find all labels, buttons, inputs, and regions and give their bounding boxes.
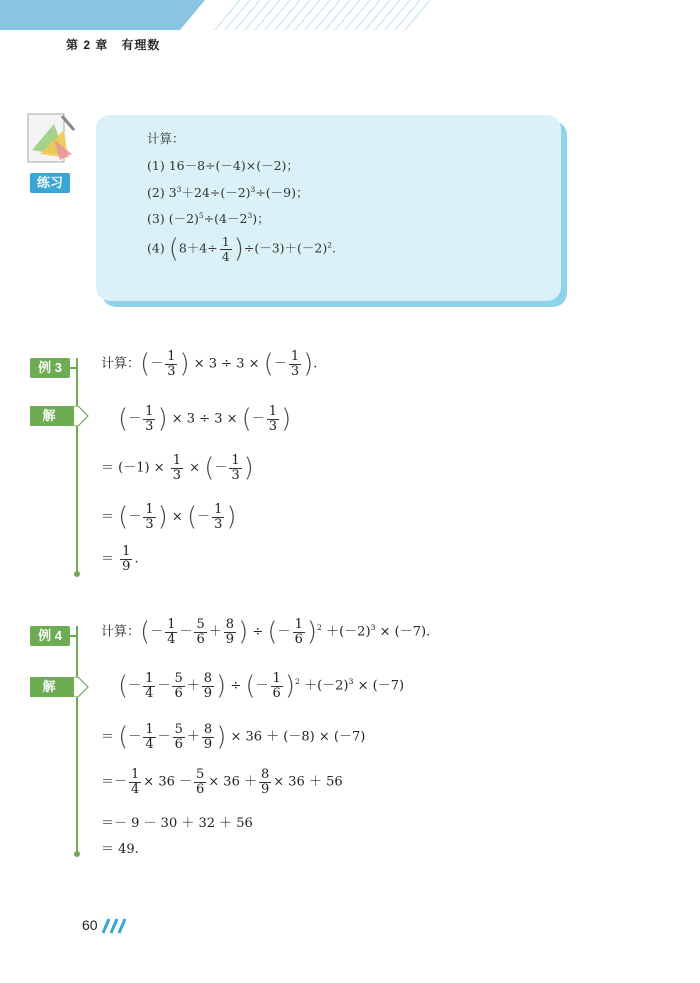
prompt-label: 计算：	[101, 624, 141, 640]
arrow-marker-icon	[68, 406, 90, 426]
example-4-line-5: ＝ 49.	[101, 842, 139, 857]
item-number: (4)	[147, 240, 165, 256]
item-number: (2)	[147, 185, 165, 200]
example-3-solution-label: 解	[30, 406, 68, 426]
chapter-title: 第 2 章 有理数	[66, 38, 161, 52]
example-4-line-2: ＝ (－ $\frac{1}{4}$ － $\frac{5}{6}$ ＋ $\frac{8}{9}$ ) × 36 ＋ (－8) × (－7)	[101, 721, 366, 752]
exponent: 3	[250, 184, 256, 194]
arrow-marker-icon	[68, 677, 90, 697]
notebook-pencil-icon	[24, 110, 76, 172]
practice-item-2	[147, 183, 309, 201]
example-3-line-2: ＝ (－1) × $\frac{1}{3}$ × (－ $\frac{1}{3}$ )	[101, 452, 254, 483]
example-4-label: 例 4	[30, 626, 70, 646]
page-slashes-icon	[101, 918, 127, 934]
fraction: $\frac{1}{4}$	[221, 234, 230, 264]
practice-intro: 计算：	[147, 131, 185, 146]
practice-item-4: (4) (8＋4÷ $\frac{1}{4}$ )$\div(-3)+(-2)^2$.	[147, 234, 337, 264]
example-3-prompt: 计算：(－ $\frac{1}{3}$ ) × 3 ÷ 3 × (－ $\frac{1}{3}$ ).	[101, 348, 318, 379]
expr-part: ÷(－3)＋(－2)	[243, 240, 328, 256]
practice-item-3	[147, 209, 270, 227]
example-4-line-1: (－ $\frac{1}{4}$ － $\frac{5}{6}$ ＋ $\frac{8}{9}$ ) ÷ (－ $\frac{1}{6}$ )$^2 +(-2)^3 \times (-7)$	[118, 670, 405, 701]
expr-part: .	[332, 240, 337, 256]
example-4-prompt: 计算：(－ $\frac{1}{4}$ － $\frac{5}{6}$ ＋ $\frac{8}{9}$ ) ÷ (－ $\frac{1}{6}$ )$^2 +(-2)^3 \times (-7)$.	[101, 616, 431, 647]
example-3-label: 例 3	[30, 358, 70, 378]
practice-item-1	[147, 156, 299, 174]
rule-end-dot	[74, 571, 80, 577]
expr-part: ÷(－9)；	[255, 185, 309, 200]
exponent: 3	[176, 184, 182, 194]
exponent: 5	[198, 210, 204, 220]
rule-end-dot	[74, 851, 80, 857]
expr-part: ÷(4－2	[203, 211, 248, 226]
example-3-rule	[76, 358, 78, 572]
expr-part: 8＋4÷	[178, 240, 218, 256]
example-4-line-3: ＝－ $\frac{1}{4}$ × 36 － $\frac{5}{6}$ × 36 ＋ $\frac{8}{9}$ × 36 ＋ 56	[101, 767, 343, 797]
exponent: 2	[327, 240, 333, 250]
item-number: (1)	[147, 158, 165, 173]
example-4-solution-label: 解	[30, 677, 68, 697]
example-3-line-3: ＝ (－ $\frac{1}{3}$ ) × (－ $\frac{1}{3}$ )	[101, 501, 237, 532]
page-number: 60	[82, 917, 98, 933]
practice-label: 练习	[30, 173, 70, 193]
example-3-line-1: (－ $\frac{1}{3}$ ) × 3 ÷ 3 × (－ $\frac{1}{3}$ )	[118, 403, 292, 434]
example-4-line-4: ＝－ 9 － 30 ＋ 32 ＋ 56	[101, 816, 253, 831]
header-band	[0, 0, 700, 30]
expr-part: ＋24÷(－2)	[181, 185, 251, 200]
expr-part: 3	[168, 185, 177, 200]
item-number: (3)	[147, 211, 165, 226]
expr-part: (－2)	[168, 211, 199, 226]
example-3-line-4: ＝ $\frac{1}{9}$ .	[101, 544, 139, 574]
exponent: 3	[247, 210, 253, 220]
example-4-rule	[76, 626, 78, 854]
item-expression: 16－8÷(－4)×(－2)；	[168, 158, 299, 173]
prompt-label: 计算：	[101, 356, 141, 372]
expr-part: )；	[252, 211, 270, 226]
